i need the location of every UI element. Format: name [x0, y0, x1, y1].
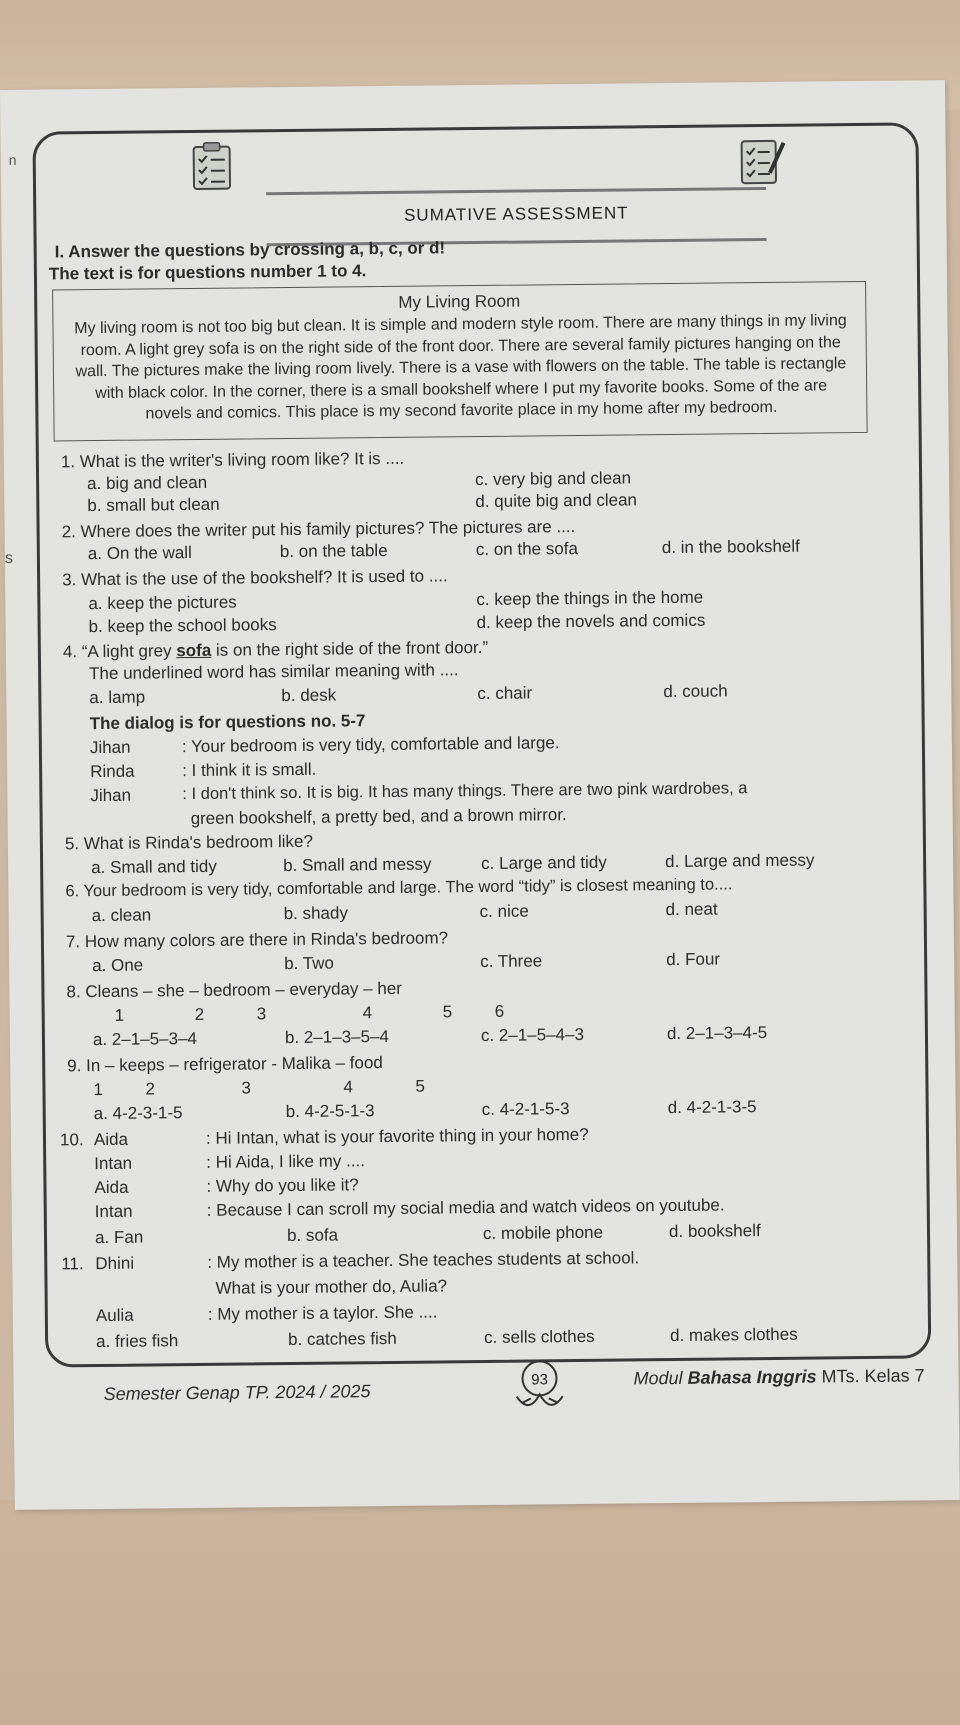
q2-option-a[interactable]: a. On the wall [87, 543, 192, 564]
q7-option-d[interactable]: d. Four [666, 949, 721, 970]
dialog-speaker: Jihan [90, 785, 132, 806]
passage-title: My Living Room [398, 291, 521, 312]
q5-option-b[interactable]: b. Small and messy [283, 854, 432, 876]
question-4-line2: The underlined word has similar meaning with .... [89, 660, 459, 684]
q11-option-d[interactable]: d. makes clothes [669, 1324, 798, 1346]
question-11-number: 11. [61, 1254, 84, 1274]
q9-option-c[interactable]: c. 4-2-1-5-3 [481, 1099, 570, 1120]
page-corner-mark: n [8, 151, 17, 168]
q9-option-b[interactable]: b. 4-2-5-1-3 [285, 1101, 375, 1122]
dialog-speaker: Rinda [90, 761, 135, 782]
footer-semester: Semester Genap TP. 2024 / 2025 [103, 1381, 371, 1404]
dialog-line: : Because I can scroll my social media and watch videos on youtube. [206, 1195, 725, 1220]
q9-word-number: 2 [145, 1079, 156, 1099]
question-7: 7. How many colors are there in Rinda's bedroom? [65, 928, 449, 952]
q9-word-number: 1 [93, 1079, 104, 1100]
footer-class: MTs. Kelas 7 [816, 1365, 925, 1387]
text-intro: The text is for questions number 1 to 4. [48, 261, 367, 284]
page-edge-mark: s [4, 549, 13, 567]
q9-word-number: 4 [343, 1077, 354, 1097]
dialog-line: : My mother is a teacher. She teaches students at school. [207, 1248, 640, 1272]
q5-option-d[interactable]: d. Large and messy [665, 850, 815, 872]
q8-word-number: 3 [256, 1004, 267, 1024]
q2-option-b[interactable]: b. on the table [279, 540, 388, 562]
worksheet-page [0, 80, 960, 1510]
footer-module [633, 1365, 924, 1389]
q8-word-number: 4 [362, 1003, 373, 1023]
q9-option-a[interactable]: a. 4-2-3-1-5 [93, 1103, 183, 1124]
dialog-line: : Your bedroom is very tidy, comfortable and large. [181, 733, 560, 757]
worksheet-frame [32, 122, 931, 1367]
question-8: 8. Cleans – she – bedroom – everyday – her [66, 978, 403, 1002]
question-10-number: 10. [59, 1130, 84, 1150]
q4-text-after: is on the right side of the front door.” [211, 637, 489, 660]
dialog-line: : Why do you like it? [206, 1175, 359, 1196]
q4-text-before: 4. “A light grey [62, 641, 177, 662]
q8-word-number: 2 [194, 1004, 205, 1025]
question-9: 9. In – keeps – refrigerator - Malika – food [67, 1053, 383, 1076]
background-bottom [0, 1500, 960, 1725]
q1-option-d[interactable]: d. quite big and clean [475, 490, 638, 512]
page-number-badge-icon [508, 1356, 571, 1419]
question-5: 5. What is Rinda's bedroom like? [64, 831, 313, 854]
q11-option-b[interactable]: b. catches fish [288, 1328, 397, 1350]
q10-option-c[interactable]: c. mobile phone [482, 1222, 604, 1244]
q4-option-a[interactable]: a. lamp [89, 687, 146, 708]
reading-passage [52, 281, 868, 442]
q4-option-b[interactable]: b. desk [281, 685, 337, 706]
q8-option-d[interactable]: d. 2–1–3–4-5 [666, 1023, 768, 1044]
question-3: 3. What is the use of the bookshelf? It is used to .... [62, 566, 448, 590]
question-4 [63, 638, 488, 662]
q4-underlined-word: sofa [176, 640, 212, 661]
checklist-pencil-icon [736, 135, 789, 188]
dialog-line: : Hi Aida, I like my .... [206, 1151, 366, 1172]
q1-option-c[interactable]: c. very big and clean [475, 468, 632, 490]
q3-option-c[interactable]: c. keep the things in the home [476, 587, 704, 610]
q2-option-d[interactable]: d. in the bookshelf [661, 536, 800, 558]
q5-option-a[interactable]: a. Small and tidy [91, 856, 217, 878]
page-number: 93 [531, 1371, 548, 1389]
q6-option-a[interactable]: a. clean [91, 905, 152, 926]
q1-option-a[interactable]: a. big and clean [87, 472, 208, 494]
q2-option-c[interactable]: c. on the sofa [475, 538, 579, 560]
dialog-speaker: Aida [93, 1129, 129, 1150]
q10-option-a[interactable]: a. Fan [94, 1227, 144, 1248]
q4-option-c[interactable]: c. chair [477, 683, 533, 704]
q9-option-d[interactable]: d. 4-2-1-3-5 [667, 1097, 757, 1118]
q7-option-b[interactable]: b. Two [284, 953, 335, 974]
footer-module-word: Modul [633, 1367, 688, 1389]
page-title: SUMATIVE ASSESSMENT [403, 203, 629, 225]
dialog-speaker: Intan [94, 1201, 133, 1222]
q6-option-c[interactable]: c. nice [479, 901, 529, 922]
q6-option-d[interactable]: d. neat [665, 899, 718, 920]
dialog-speaker: Aulia [95, 1305, 134, 1326]
q7-option-a[interactable]: a. One [92, 955, 144, 976]
q10-option-d[interactable]: d. bookshelf [668, 1221, 761, 1242]
question-2: 2. Where does the writer put his family pictures? The pictures are .... [61, 517, 576, 542]
dialog-line: : I don't think so. It is big. It has many things. There are two pink wardrobes, a [182, 779, 748, 804]
q9-word-number: 3 [241, 1078, 252, 1098]
q1-option-b[interactable]: b. small but clean [87, 494, 220, 516]
q11-option-a[interactable]: a. fries fish [96, 1331, 179, 1352]
passage-body: My living room is not too big but clean. It is simple and modern style room. There are many things in my living room. A light grey sofa is on the right side of the front door. There are several family pictures hanging on the wall. The pictures make the living room lively. There is a vase with flowers on the table. The table is rectangle with black color. In the corner, there is a small bookshelf where I put my favorite books. Some of the are novels and comics. This place is my second favorite place in my home after my bedroom. [74, 312, 847, 423]
q10-option-b[interactable]: b. sofa [286, 1225, 339, 1246]
q8-option-c[interactable]: c. 2–1–5–4–3 [480, 1024, 585, 1046]
dialog-line: : My mother is a taylor. She .... [207, 1302, 438, 1324]
q3-option-b[interactable]: b. keep the school books [88, 615, 277, 637]
q8-word-number: 6 [494, 1001, 505, 1021]
dialog-line: : I think it is small. [182, 759, 317, 781]
q9-word-number: 5 [415, 1076, 426, 1096]
dialog-line: : Hi Intan, what is your favorite thing in your home? [205, 1124, 589, 1148]
q8-option-a[interactable]: a. 2–1–5–3–4 [92, 1028, 198, 1050]
instruction: I. Answer the questions by crossing a, b, c, or d! [54, 238, 446, 262]
dialog-speaker: Aida [94, 1177, 129, 1198]
q4-option-d[interactable]: d. couch [663, 681, 728, 702]
dialog-line-continuation: green bookshelf, a pretty bed, and a brown mirror. [190, 805, 567, 829]
q3-option-a[interactable]: a. keep the pictures [88, 592, 237, 614]
dialog-line-continuation: What is your mother do, Aulia? [215, 1276, 448, 1298]
dialog-speaker: Dhini [95, 1253, 135, 1274]
q3-option-d[interactable]: d. keep the novels and comics [476, 610, 706, 633]
q8-word-number: 5 [442, 1002, 453, 1022]
q6-option-b[interactable]: b. shady [283, 903, 349, 924]
q5-option-c[interactable]: c. Large and tidy [481, 852, 607, 874]
checklist-icon [186, 141, 239, 194]
dialog-intro: The dialog is for questions no. 5-7 [89, 711, 366, 734]
q11-option-c[interactable]: c. sells clothes [483, 1326, 595, 1347]
footer-subject: Bahasa Inggris [687, 1366, 817, 1388]
question-6: 6. Your bedroom is very tidy, comfortable and large. The word “tidy” is closest meaning to.... [65, 875, 733, 901]
dialog-speaker: Intan [94, 1153, 133, 1174]
q8-word-number: 1 [114, 1005, 125, 1025]
question-1: 1. What is the writer's living room like? It is .... [60, 448, 405, 472]
q7-option-c[interactable]: c. Three [480, 951, 543, 972]
header-bar [266, 187, 767, 246]
q8-option-b[interactable]: b. 2–1–3–5–4 [284, 1026, 390, 1048]
dialog-speaker: Jihan [89, 737, 131, 758]
